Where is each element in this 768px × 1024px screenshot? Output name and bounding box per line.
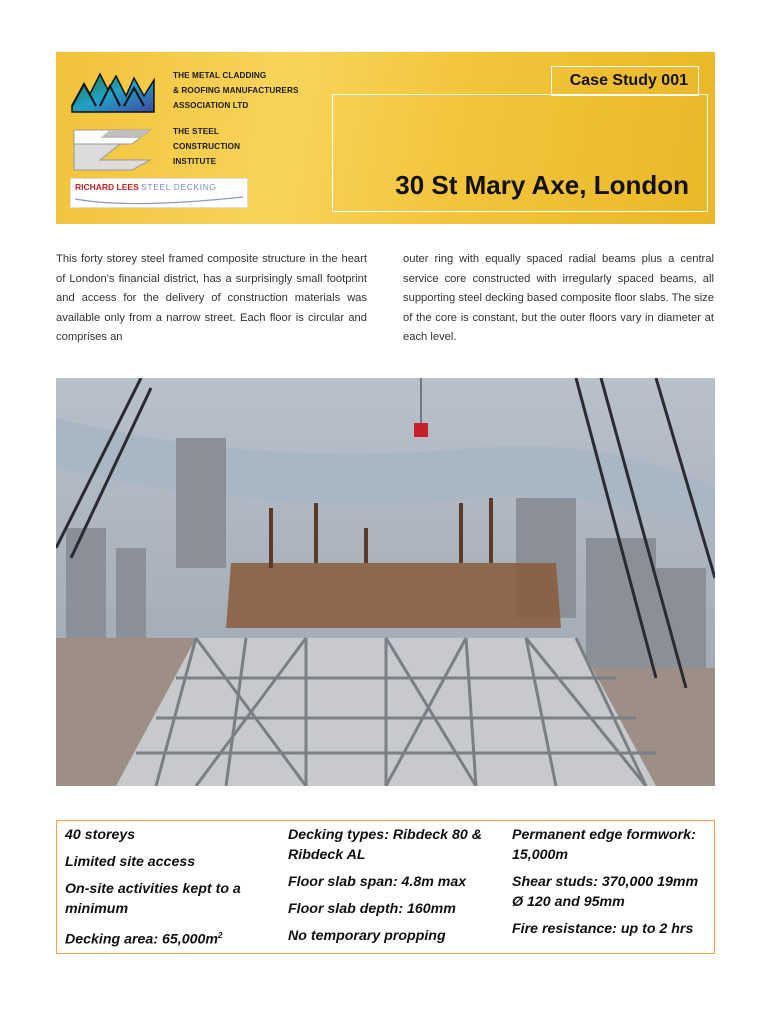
fact-item: Decking types: Ribdeck 80 & Ribdeck AL	[288, 827, 482, 863]
intro-paragraph-left: This forty storey steel framed composite structure in the heart of London's financial district, has a surprisingly small footprint and access for the delivery of construction materials was available only from a narrow street. Each floor is circular and comprises an	[56, 253, 367, 344]
intro-paragraph-right: outer ring with equally spaced radial beams plus a central service core constructed with irregularly spaced beams, all supporting steel decking based composite floor slabs. The size of the core is constant, but the outer floors vary in diameter at each level.	[403, 253, 714, 344]
facts-box	[56, 820, 715, 954]
fact-item: On-site activities kept to a minimum	[65, 881, 241, 917]
fact-item: 40 storeys	[65, 827, 136, 843]
case-study-label: Case Study 001	[569, 72, 688, 89]
fact-item: No temporary propping	[288, 928, 446, 944]
sci-logo	[70, 124, 156, 172]
mcrma-name: THE METAL CLADDING & ROOFING MANUFACTURERS ASSOCIATION LTD	[173, 71, 299, 110]
richard-lees-logo: RICHARD LEES STEEL DECKING	[70, 178, 248, 208]
fact-item: Floor slab span: 4.8m max	[288, 874, 467, 890]
fact-item: Shear studs: 370,000 19mm Ø 120 and 95mm	[512, 874, 699, 910]
fact-item: Permanent edge formwork: 15,000m	[512, 827, 696, 863]
construction-photo	[56, 378, 715, 786]
case-study-box	[551, 66, 699, 96]
fact-item: Limited site access	[65, 854, 196, 870]
page-title: 30 St Mary Axe, London	[395, 170, 689, 200]
fact-item: Fire resistance: up to 2 hrs	[512, 921, 694, 937]
mcrma-logo	[70, 66, 156, 116]
sci-name: THE STEEL CONSTRUCTION INSTITUTE	[173, 127, 241, 166]
facts-column-1	[65, 825, 277, 957]
fact-item-decking-area: Decking area: $65,000m^2$	[65, 931, 223, 948]
facts-column-3	[512, 825, 712, 946]
facts-column-2	[288, 825, 500, 953]
header-banner	[56, 52, 715, 224]
fact-item: Floor slab depth: 160mm	[288, 901, 456, 917]
